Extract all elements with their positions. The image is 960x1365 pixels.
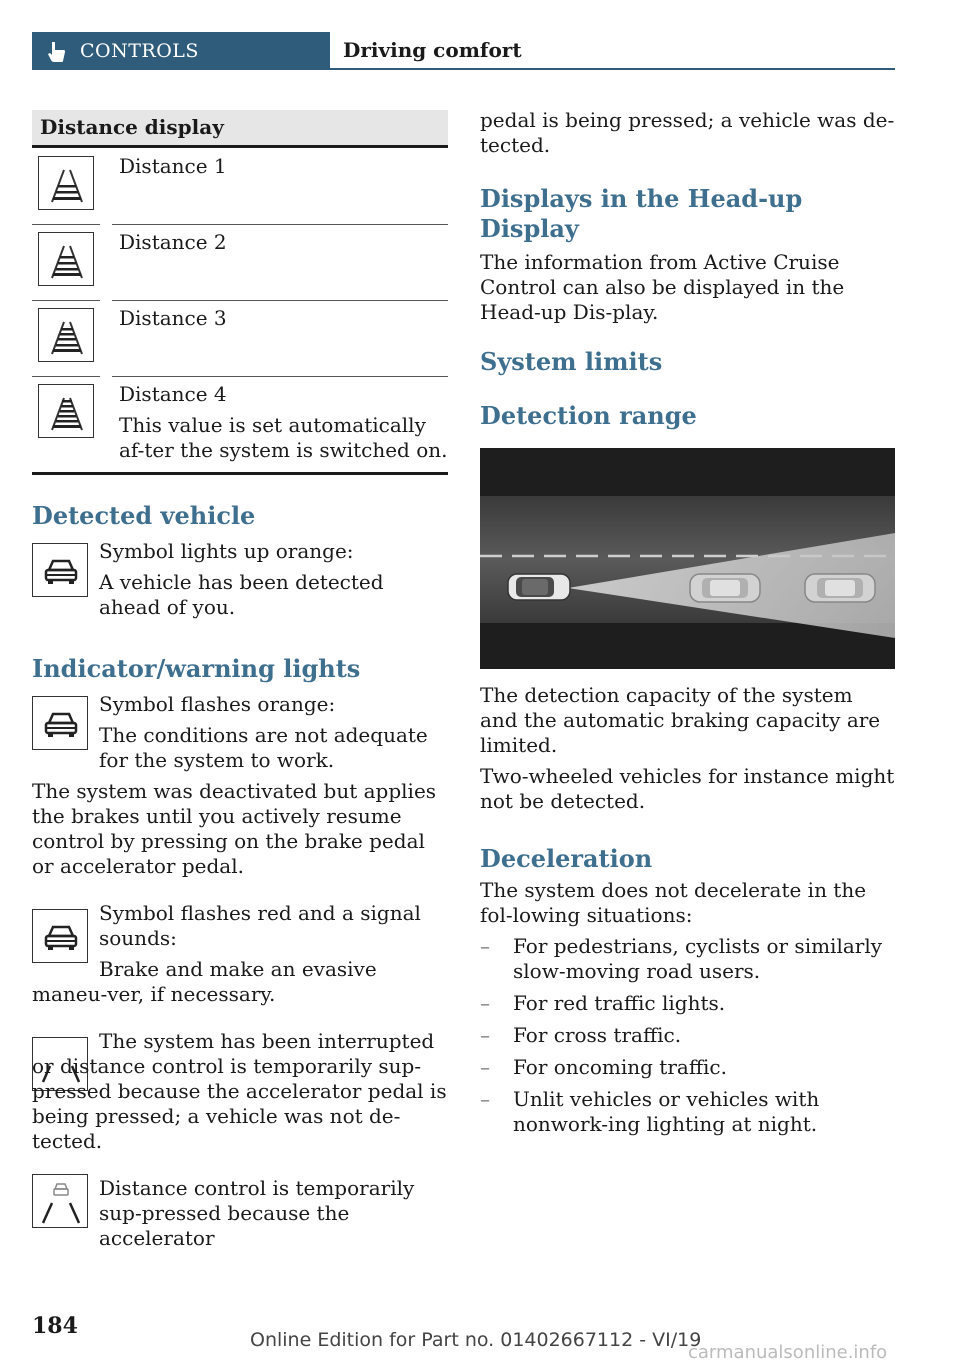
interrupted-text	[32, 1029, 448, 1154]
distance-label: Distance 1	[119, 154, 227, 178]
indicator-line-1: Symbol flashes orange:	[99, 692, 336, 716]
distance-note: This value is set automatically af-ter the system is switched on.	[119, 413, 448, 462]
vehicle-front-icon	[32, 696, 88, 750]
table-row	[32, 300, 448, 376]
distance-label: Distance 4	[119, 382, 227, 406]
list-item-text: For red traffic lights.	[513, 991, 726, 1015]
tab-label: CONTROLS	[80, 40, 199, 62]
deceleration-text: The system does not decelerate in the fol-lowing situations:	[480, 878, 867, 927]
range-text-2: Two-wheeled vehicles for instance might not be detected.	[480, 764, 895, 813]
interrupted-block	[32, 1029, 448, 1154]
distance-label: Distance 2	[119, 230, 227, 254]
detected-vehicle-heading: Detected vehicle	[32, 501, 256, 530]
pointing-hand-icon	[46, 41, 66, 63]
interrupted-text-content: The system has been interrupted or distance control is temporarily sup-pressed because the accelerator pedal is being pressed; a vehicle was not de-tected.	[32, 1029, 447, 1153]
list-item-text: Unlit vehicles or vehicles with nonwork-ing lighting at night.	[513, 1087, 820, 1136]
lane-lines-car-icon	[32, 1174, 88, 1228]
list-item: – For cross traffic.	[480, 1023, 682, 1047]
controls-tab	[32, 32, 330, 70]
list-item-text: For oncoming traffic.	[513, 1055, 727, 1079]
vehicle-front-icon	[32, 909, 88, 963]
page-number: 184	[32, 1313, 78, 1339]
table-row	[32, 376, 448, 475]
section-title: Driving comfort	[343, 38, 522, 62]
distance-table-heading: Distance display	[32, 110, 448, 148]
right-column	[480, 108, 895, 1144]
car-detection-diagram	[480, 448, 895, 669]
deceleration-list	[480, 934, 895, 1137]
indicator-red-block	[32, 901, 448, 1007]
detected-line-1: Symbol lights up orange:	[99, 539, 354, 563]
detected-line-2: A vehicle has been detected ahead of you.	[99, 570, 384, 619]
deactivated-paragraph: The system was deactivated but applies the brakes until you actively resume control by pressing on the brake pedal or accelerator pedal.	[32, 779, 437, 878]
vehicle-front-icon	[32, 543, 88, 597]
list-item: – For red traffic lights.	[480, 991, 726, 1015]
list-item: – For pedestrians, cyclists or similarly slow-moving road users.	[480, 934, 883, 983]
suppressed-block	[32, 1176, 448, 1251]
limits-heading: System limits	[480, 347, 663, 376]
range-text-1: The detection capacity of the system and the automatic braking capacity are limited.	[480, 683, 881, 757]
detected-vehicle-block	[32, 539, 448, 620]
hud-heading: Displays in the Head-up Display	[480, 184, 803, 243]
page-header	[32, 32, 895, 70]
indicator-line-2: The conditions are not adequate for the system to work.	[99, 723, 428, 772]
distance-2-icon	[38, 232, 94, 286]
indicator-heading: Indicator/warning lights	[32, 654, 361, 683]
distance-label: Distance 3	[119, 306, 227, 330]
red-line-1: Symbol flashes red and a signal sounds:	[99, 901, 421, 950]
list-item-text: For pedestrians, cyclists or similarly slow-moving road users.	[513, 934, 883, 983]
deceleration-heading: Deceleration	[480, 844, 653, 873]
list-item: – Unlit vehicles or vehicles with nonwork-ing lighting at night.	[480, 1087, 820, 1136]
table-row	[32, 148, 448, 224]
edition-footer: Online Edition for Part no. 01402667112 - VI/19	[250, 1329, 702, 1351]
detection-range-image	[480, 448, 895, 669]
watermark: carmanualsonline.info	[688, 1342, 888, 1363]
range-heading: Detection range	[480, 401, 697, 430]
list-item: – For oncoming traffic.	[480, 1055, 727, 1079]
distance-4-icon	[38, 384, 94, 438]
left-column	[32, 110, 448, 1257]
hud-text: The information from Active Cruise Control can also be displayed in the Head-up Dis-play.	[480, 250, 845, 324]
list-item-text: For cross traffic.	[513, 1023, 682, 1047]
red-line-2: Brake and make an evasive maneu-ver, if necessary.	[32, 957, 377, 1006]
continued-text: pedal is being pressed; a vehicle was de-tected.	[480, 108, 895, 157]
indicator-orange-block	[32, 692, 448, 773]
distance-3-icon	[38, 308, 94, 362]
suppressed-text: Distance control is temporarily sup-pressed because the accelerator	[99, 1176, 415, 1250]
distance-1-icon	[38, 156, 94, 210]
table-row	[32, 224, 448, 300]
